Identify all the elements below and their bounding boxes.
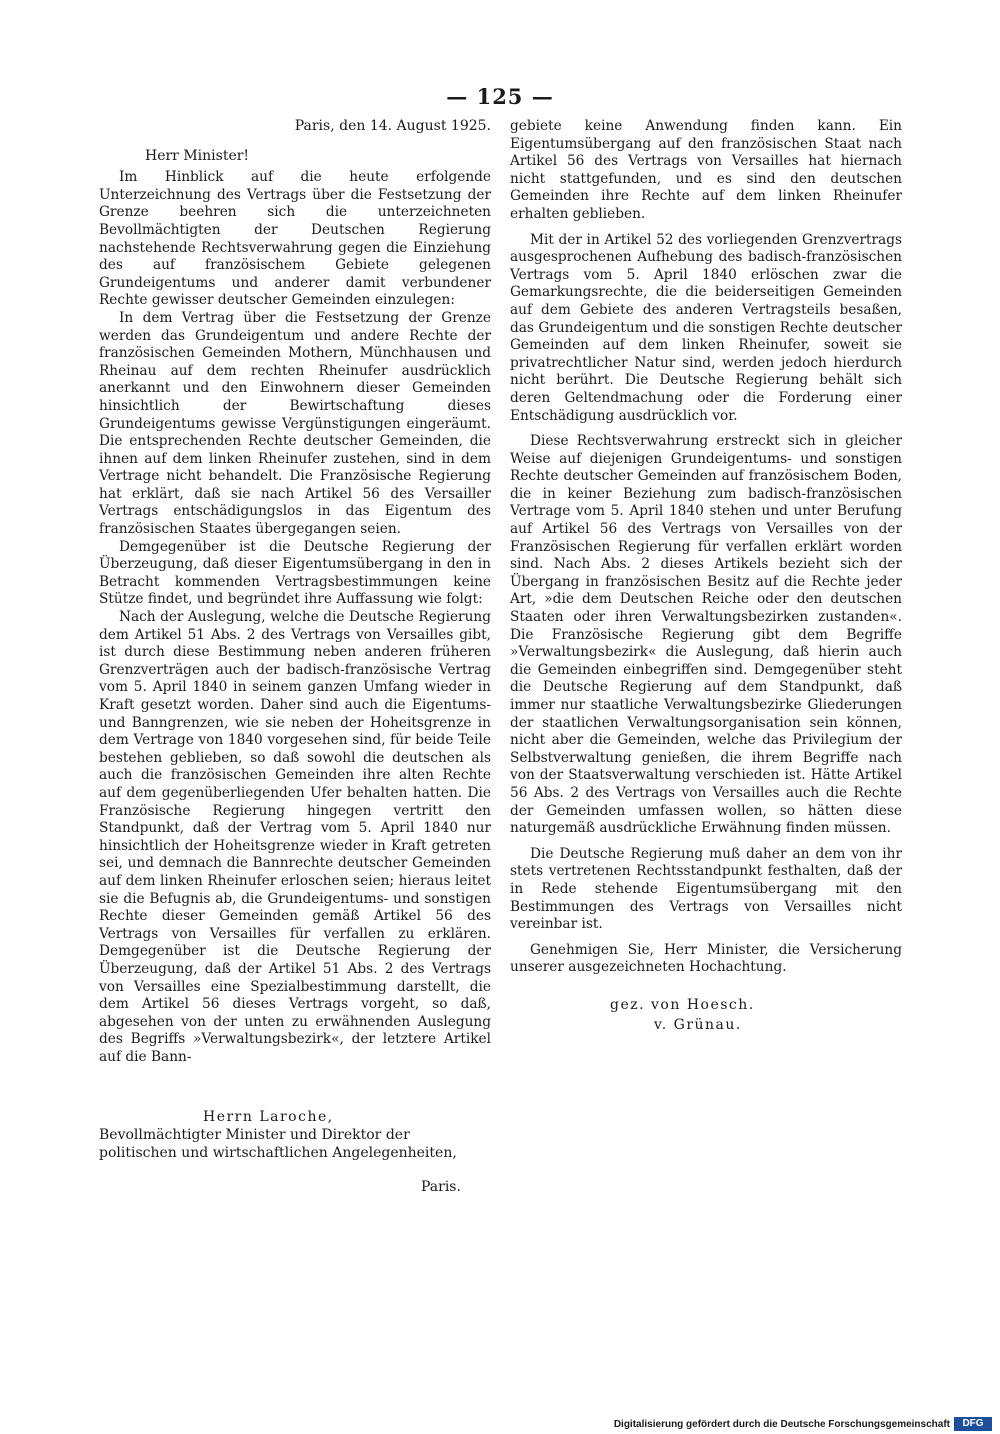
- paragraph: Die Deutsche Regierung muß daher an dem von ihr stets vertretenen Rechtsstandpunkt festhalten, daß der in Rede stehende Eigentumsübergang mit den Bestimmungen des Vertrags von Versailles nicht vereinbar ist.: [510, 845, 902, 933]
- addressee-city: Paris.: [421, 1179, 461, 1195]
- addressee-name: Herrn Laroche,: [203, 1109, 334, 1125]
- dfg-logo: DFG: [954, 1417, 992, 1431]
- dateline: Paris, den 14. August 1925.: [294, 118, 491, 134]
- closing-formula: Genehmigen Sie, Herr Minister, die Versicherung unserer ausgezeichneten Hochachtung.: [510, 941, 902, 976]
- addressee-title-line: Bevollmächtigter Minister und Direktor der: [99, 1127, 410, 1143]
- paragraph: Demgegenüber ist die Deutsche Regierung der Überzeugung, daß dieser Eigentumsübergang in den in Betracht kommenden Vertragsbestimmungen keine Stütze findet, und begründet ihre Auffassung wie folgt:: [99, 538, 491, 608]
- paragraph: Diese Rechtsverwahrung erstreckt sich in gleicher Weise auf diejenigen Grundeigentums- und sonstigen Rechte deutscher Gemeinden auf französischem Boden, die in keiner Beziehung zum badisch-französischen Vertrage vom 5. April 1840 stehen und unter Berufung auf Artikel 56 des Vertrags von Versailles von der Französischen Regierung für verfallen erklärt worden sind. Nach Abs. 2 dieses Artikels bezieht sich der Übergang in französischen Besitz auf die Rechte jeder Art, »die dem Deutschen Reiche oder den deutschen Staaten oder ihren Verwaltungsbezirken zustanden«. Die Französische Regierung gibt dem Begriffe »Verwaltungsbezirk« die Auslegung, daß hierin auch die Gemeinden einbegriffen sind. Demgegenüber steht die Deutsche Regierung auf dem Standpunkt, daß immer nur staatliche Verwaltungsbezirke Gliederungen der staatlichen Verwaltungsorganisation sein können, nicht aber die Gemeinden, welche das Privilegium der Selbstverwaltung genießen, die ihrem Begriffe nach von der Staatsverwaltung verschieden ist. Hätte Artikel 56 Abs. 2 des Vertrags von Versailles auch die Rechte der Gemeinden umfassen wollen, so hätten diese naturgemäß ausdrückliche Erwähnung finden müssen.: [510, 433, 902, 837]
- paragraph: gebiete keine Anwendung finden kann. Ein Eigentumsübergang auf den französischen Staat nach Artikel 56 des Vertrags von Versailles hat hiernach nicht stattgefunden, und es sind den deutschen Gemeinden ihre Rechte auf dem linken Rheinufer erhalten geblieben.: [510, 118, 902, 222]
- paragraph: Mit der in Artikel 52 des vorliegenden Grenzvertrags ausgesprochenen Aufhebung des badisch-französischen Vertrags vom 5. April 1840 erlöschen zwar die Gemarkungsrechte, die die beiderseitigen Gemeinden auf dem Gebiete des anderen Vertragsteils besaßen, das Grundeigentum und die sonstigen Rechte deutscher Gemeinden auf dem linken Rheinufer, soweit sie privatrechtlicher Natur sind, werden jedoch hierdurch nicht berührt. Die Deutsche Regierung behält sich deren Geltendmachung oder die Forderung einer Entschädigung ausdrücklich vor.: [510, 231, 902, 424]
- paragraph: In dem Vertrag über die Festsetzung der Grenze werden das Grundeigentum und andere Rechte der französischen Gemeinden Mothern, Münchhausen und Rheinau auf dem rechten Rheinufer ausdrücklich anerkannt und den Einwohnern dieser Gemeinden hinsichtlich der Bewirtschaftung dieses Grundeigentums gewisse Vergünstigungen eingeräumt. Die entsprechenden Rechte deutscher Gemeinden, die ihnen auf dem linken Rheinufer zustehen, sind in dem Vertrage nicht behandelt. Die Französische Regierung hat erklärt, daß sie nach Artikel 56 des Versailler Vertrags entschädigungslos in das Eigentum des französischen Staates übergegangen seien.: [99, 309, 491, 538]
- signature-gruenau: v. Grünau.: [654, 1016, 742, 1033]
- salutation: Herr Minister!: [145, 147, 250, 164]
- digitization-credit: Digitalisierung gefördert durch die Deutsche Forschungsgemeinschaft: [613, 1419, 950, 1430]
- page-number: — 125 —: [446, 84, 554, 109]
- paragraph: Nach der Auslegung, welche die Deutsche Regierung dem Artikel 51 Abs. 2 des Vertrags von Versailles gibt, ist durch diese Bestimmung neben anderen früheren Grenzverträgen auch der badisch-französische Vertrag vom 5. April 1840 in seinem ganzen Umfang wieder in Kraft gesetzt worden. Daher sind auch die Eigentums- und Banngrenzen, wie sie neben der Hoheitsgrenze in dem Vertrage von 1840 vorgesehen sind, für beide Teile bestehen geblieben, so daß sowohl die deutschen als auch die französischen Gemeinden ihre alten Rechte auf dem gegenüberliegenden Ufer behalten hatten. Die Französische Regierung hingegen vertritt den Standpunkt, daß der Vertrag vom 5. April 1840 nur hinsichtlich der Hoheitsgrenze wieder in Kraft getreten sei, und demnach die Bannrechte deutscher Gemeinden auf dem linken Rheinufer erloschen seien; hieraus leitet sie die Befugnis ab, die Grundeigentums- und sonstigen Rechte dieser Gemeinden gemäß Artikel 56 des Vertrags von Versailles für verfallen zu erklären. Demgegenüber ist die Deutsche Regierung der Überzeugung, daß der Artikel 51 Abs. 2 des Vertrags von Versailles eine Spezialbestimmung darstellt, die dem Artikel 56 dieses Vertrags vorgeht, so daß, abgesehen von der unten zu erwähnenden Auslegung des Begriffs »Verwaltungsbezirk«, der letztere Artikel auf die Bann-: [99, 609, 491, 1065]
- paragraph: Im Hinblick auf die heute erfolgende Unterzeichnung des Vertrags über die Festsetzung der Grenze beehren sich die unterzeichneten Bevollmächtigten der Deutschen Regierung nachstehende Rechtsverwahrung gegen die Einziehung des auf französischem Gebiete gelegenen Grundeigentums und anderer damit verbundener Rechte gewisser deutscher Gemeinden einzulegen:: [99, 169, 491, 309]
- letter-left-column: [99, 118, 491, 1066]
- signature-block: [510, 997, 902, 1034]
- letter-right-column: [510, 118, 902, 1034]
- signature-hoesch: gez. von Hoesch.: [610, 996, 755, 1013]
- addressee-block: [99, 1108, 491, 1196]
- addressee-title-line: politischen und wirtschaftlichen Angelegenheiten,: [99, 1145, 457, 1161]
